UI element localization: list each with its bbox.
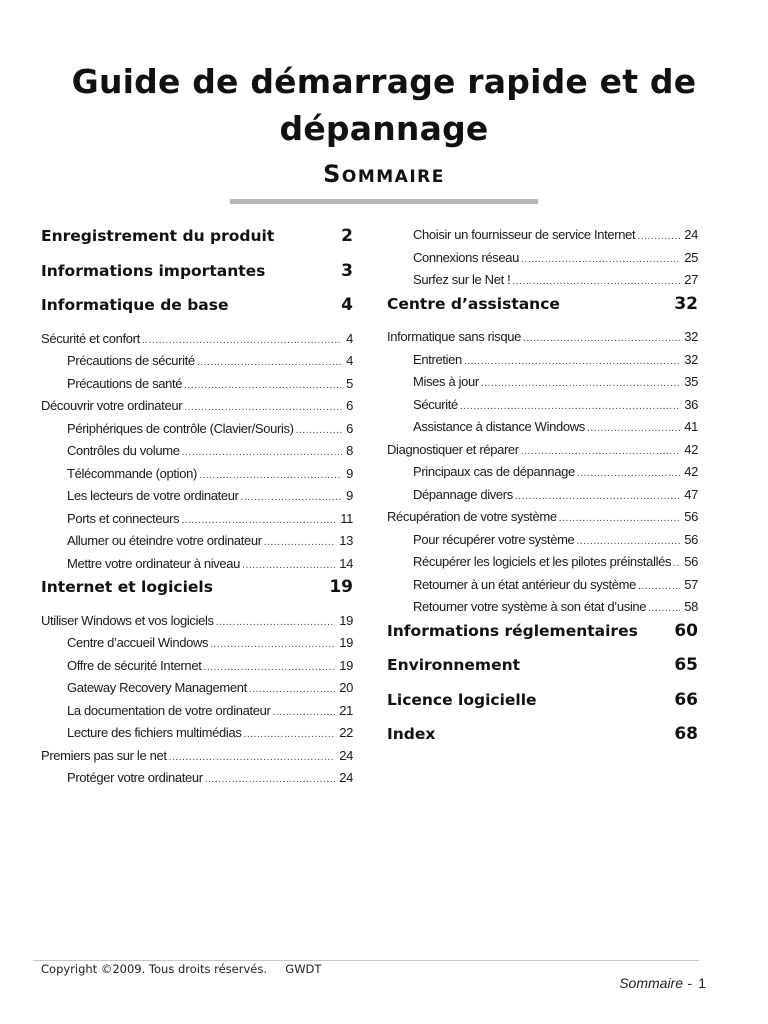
- toc-entry-label: Utiliser Windows et vos logiciels: [41, 612, 214, 628]
- toc-entry-label: Contrôles du volume: [67, 443, 180, 458]
- toc-chapter-entry[interactable]: [387, 619, 698, 654]
- toc-dot-leader: [481, 373, 680, 394]
- toc-entry-label: Ports et connecteurs: [67, 510, 180, 526]
- toc-dot-leader: [169, 747, 336, 768]
- toc-page-number: 14: [339, 555, 353, 571]
- toc-subsection-entry[interactable]: [41, 632, 353, 655]
- toc-page-number: 22: [339, 725, 353, 740]
- toc-entry-label: Environnement: [387, 656, 521, 674]
- toc-subsection-entry[interactable]: [41, 530, 353, 553]
- toc-chapter-entry[interactable]: [41, 575, 353, 610]
- toc-dot-leader: [512, 271, 680, 292]
- toc-dot-leader: [182, 442, 343, 463]
- toc-dot-leader: [523, 328, 680, 349]
- toc-entry-label: Découvrir votre ordinateur: [41, 398, 183, 413]
- toc-entry-label: Centre d’assistance: [387, 294, 560, 313]
- toc-dot-leader: [521, 249, 680, 270]
- toc-subsection-entry[interactable]: [387, 269, 698, 292]
- toc-page-number: 32: [684, 351, 698, 367]
- toc-page-number: 2: [341, 226, 353, 246]
- toc-subsection-entry[interactable]: [387, 224, 698, 247]
- toc-dot-leader: [203, 657, 335, 678]
- toc-page-number: 56: [684, 509, 698, 524]
- title-underline-divider: [230, 199, 538, 204]
- toc-entry-label: Sécurité: [413, 396, 458, 412]
- toc-section-entry[interactable]: [387, 439, 698, 462]
- toc-chapter-entry[interactable]: [387, 688, 698, 723]
- toc-dot-leader: [142, 330, 342, 351]
- toc-chapter-entry[interactable]: [41, 259, 353, 294]
- toc-page-number: 19: [339, 635, 353, 650]
- toc-entry-label: Allumer ou éteindre votre ordinateur: [67, 533, 262, 548]
- toc-page-number: 6: [346, 420, 353, 436]
- toc-page-number: 4: [346, 330, 353, 346]
- toc-entry-label: Informatique de base: [41, 296, 229, 314]
- toc-page-number: 27: [684, 272, 698, 287]
- toc-dot-leader: [181, 510, 336, 531]
- toc-page-number: 20: [339, 680, 353, 695]
- toc-subsection-entry[interactable]: [41, 508, 353, 531]
- toc-page-number: 19: [339, 657, 353, 673]
- toc-dot-leader: [199, 465, 342, 486]
- toc-page-number: 4: [341, 295, 353, 315]
- toc-entry-label: Pour récupérer votre système: [413, 531, 575, 547]
- toc-entry-label: Les lecteurs de votre ordinateur: [67, 488, 239, 503]
- footer-copyright: Copyright ©2009. Tous droits réservés. GWDT: [41, 962, 322, 976]
- toc-subsection-entry[interactable]: [387, 371, 698, 394]
- toc-page-number: 42: [684, 441, 698, 457]
- toc-entry-label: Enregistrement du produit: [41, 227, 275, 245]
- toc-subsection-entry[interactable]: [41, 767, 353, 790]
- toc-page-number: 6: [346, 398, 353, 413]
- toc-entry-label: Précautions de santé: [67, 375, 183, 391]
- toc-subsection-entry[interactable]: [387, 529, 698, 552]
- toc-entry-label: Internet et logiciels: [41, 578, 213, 596]
- toc-page-number: 9: [346, 465, 353, 481]
- toc-subsection-entry[interactable]: [387, 349, 698, 372]
- toc-page-number: 24: [339, 770, 353, 785]
- toc-page-number: 65: [674, 655, 698, 675]
- toc-page-number: 56: [684, 531, 698, 547]
- toc-subsection-entry[interactable]: [41, 700, 353, 723]
- toc-dot-leader: [638, 576, 680, 597]
- toc-entry-label: Index: [387, 725, 436, 743]
- toc-page-number: 4: [346, 353, 353, 368]
- toc-dot-leader: [576, 531, 680, 552]
- toc-page-number: 11: [340, 510, 353, 526]
- toc-page-number: 60: [674, 620, 698, 641]
- toc-section-entry[interactable]: [41, 328, 353, 351]
- toc-subsection-entry[interactable]: [41, 463, 353, 486]
- toc-entry-label: Retourner votre système à son état d’usine: [413, 599, 647, 614]
- toc-page-number: 24: [684, 227, 698, 242]
- toc-dot-leader: [464, 351, 680, 372]
- toc-subsection-entry[interactable]: [41, 722, 353, 745]
- toc-subsection-entry[interactable]: [387, 574, 698, 597]
- footer-page-digit: 1: [698, 975, 706, 991]
- toc-page-number: 5: [346, 375, 353, 391]
- toc-page-number: 32: [684, 329, 698, 344]
- toc-page-number: 58: [684, 599, 698, 614]
- toc-entry-label: Récupération de votre système: [387, 509, 557, 524]
- toc-dot-leader: [244, 724, 336, 745]
- toc-dot-leader: [521, 441, 680, 462]
- footer-page-separator: -: [687, 975, 692, 991]
- toc-dot-leader: [559, 508, 680, 529]
- toc-subsection-entry[interactable]: [41, 655, 353, 678]
- toc-page-number: 13: [339, 533, 353, 548]
- toc-page-number: 57: [684, 576, 698, 592]
- toc-dot-leader: [673, 553, 680, 574]
- toc-entry-label: Informations importantes: [41, 261, 266, 280]
- toc-chapter-entry[interactable]: [387, 722, 698, 757]
- document-title: [0, 58, 768, 152]
- toc-entry-label: Informatique sans risque: [387, 329, 521, 344]
- toc-page-number: 42: [684, 464, 698, 479]
- toc-entry-label: Choisir un fournisseur de service Internet: [413, 227, 636, 242]
- toc-entry-label: Principaux cas de dépannage: [413, 464, 575, 479]
- toc-entry-label: Diagnostiquer et réparer: [387, 441, 519, 457]
- toc-dot-leader: [184, 375, 342, 396]
- toc-dot-leader: [184, 397, 342, 418]
- toc-dot-leader: [587, 418, 680, 439]
- toc-section-entry[interactable]: [41, 745, 353, 768]
- toc-chapter-entry[interactable]: [41, 224, 353, 259]
- toc-entry-label: Gateway Recovery Management: [67, 680, 247, 695]
- toc-chapter-entry[interactable]: [41, 293, 353, 328]
- toc-subsection-entry[interactable]: [387, 394, 698, 417]
- toc-entry-label: Mettre votre ordinateur à niveau: [67, 555, 241, 571]
- toc-entry-label: Offre de sécurité Internet: [67, 657, 202, 673]
- toc-page-number: 66: [674, 689, 698, 710]
- toc-entry-label: Connexions réseau: [413, 249, 520, 265]
- toc-dot-leader: [205, 769, 335, 790]
- toc-entry-label: Entretien: [413, 351, 462, 367]
- toc-entry-label: Télécommande (option): [67, 465, 197, 481]
- toc-dot-leader: [241, 487, 342, 508]
- toc-dot-leader: [296, 420, 342, 441]
- toc-page-number: 19: [339, 612, 353, 628]
- toc-dot-leader: [216, 612, 336, 633]
- toc-dot-leader: [242, 555, 335, 576]
- toc-dot-leader: [515, 486, 680, 507]
- toc-section-entry[interactable]: [387, 326, 698, 349]
- toc-subsection-entry[interactable]: [41, 485, 353, 508]
- toc-subsection-entry[interactable]: [41, 373, 353, 396]
- toc-page-number: 35: [684, 374, 698, 389]
- toc-dot-leader: [577, 463, 680, 484]
- toc-entry-label: Retourner à un état antérieur du système: [413, 576, 637, 592]
- toc-entry-label: Précautions de sécurité: [67, 353, 195, 368]
- title-line-2: dépannage: [279, 109, 489, 148]
- toc-page-number: 24: [339, 747, 353, 763]
- toc-page-number: 41: [684, 419, 698, 434]
- toc-section-entry[interactable]: [387, 506, 698, 529]
- toc-dot-leader: [197, 352, 342, 373]
- toc-chapter-entry[interactable]: [387, 653, 698, 688]
- toc-dot-leader: [637, 226, 680, 247]
- toc-dot-leader: [648, 598, 680, 619]
- toc-subsection-entry[interactable]: [41, 350, 353, 373]
- toc-subsection-entry[interactable]: [41, 440, 353, 463]
- toc-subsection-entry[interactable]: [387, 461, 698, 484]
- footer-divider: [33, 960, 699, 961]
- toc-entry-label: Mises à jour: [413, 374, 479, 389]
- toc-column-right: [387, 224, 698, 757]
- toc-entry-label: Assistance à distance Windows: [413, 419, 585, 434]
- toc-chapter-entry[interactable]: [387, 292, 698, 327]
- toc-page-number: 19: [329, 577, 353, 597]
- toc-subsection-entry[interactable]: [41, 553, 353, 576]
- toc-entry-label: Surfez sur le Net !: [413, 272, 511, 287]
- toc-page-number: 36: [684, 396, 698, 412]
- toc-entry-label: Dépannage divers: [413, 486, 513, 502]
- toc-section-entry[interactable]: [41, 395, 353, 418]
- footer-page-label: Sommaire: [619, 975, 683, 991]
- toc-subsection-entry[interactable]: [41, 418, 353, 441]
- toc-dot-leader: [264, 532, 335, 553]
- toc-page-number: 9: [346, 488, 353, 503]
- toc-dot-leader: [460, 396, 680, 417]
- toc-page-number: 68: [674, 724, 698, 744]
- toc-entry-label: Licence logicielle: [387, 690, 537, 709]
- toc-page-number: 21: [339, 702, 353, 718]
- toc-page-number: 32: [674, 293, 698, 314]
- toc-entry-label: Premiers pas sur le net: [41, 747, 167, 763]
- toc-subsection-entry[interactable]: [387, 247, 698, 270]
- title-line-1: Guide de démarrage rapide et de: [71, 62, 697, 101]
- toc-page-number: 47: [684, 486, 698, 502]
- toc-page-number: 3: [341, 260, 353, 281]
- toc-subsection-entry[interactable]: [387, 416, 698, 439]
- toc-entry-label: La documentation de votre ordinateur: [67, 702, 271, 718]
- toc-section-entry[interactable]: [41, 610, 353, 633]
- toc-page-number: 25: [684, 249, 698, 265]
- toc-page-number: 56: [684, 554, 698, 569]
- toc-entry-label: Sécurité et confort: [41, 330, 140, 346]
- toc-entry-label: Périphériques de contrôle (Clavier/Souris): [67, 420, 294, 436]
- toc-page-number: 8: [346, 443, 353, 458]
- toc-subsection-entry[interactable]: [387, 484, 698, 507]
- toc-entry-label: Centre d’accueil Windows: [67, 635, 209, 650]
- toc-entry-label: Lecture des fichiers multimédias: [67, 725, 242, 740]
- toc-entry-label: Protéger votre ordinateur: [67, 770, 203, 785]
- toc-entry-label: Récupérer les logiciels et les pilotes préinstallés: [413, 554, 672, 569]
- toc-subsection-entry[interactable]: [41, 677, 353, 700]
- section-heading: Sommaire: [323, 160, 445, 188]
- toc-dot-leader: [273, 702, 336, 723]
- toc-dot-leader: [249, 679, 335, 700]
- toc-column-left: [41, 224, 353, 790]
- toc-subsection-entry[interactable]: [387, 551, 698, 574]
- toc-subsection-entry[interactable]: [387, 596, 698, 619]
- toc-entry-label: Informations réglementaires: [387, 621, 638, 640]
- toc-dot-leader: [210, 634, 335, 655]
